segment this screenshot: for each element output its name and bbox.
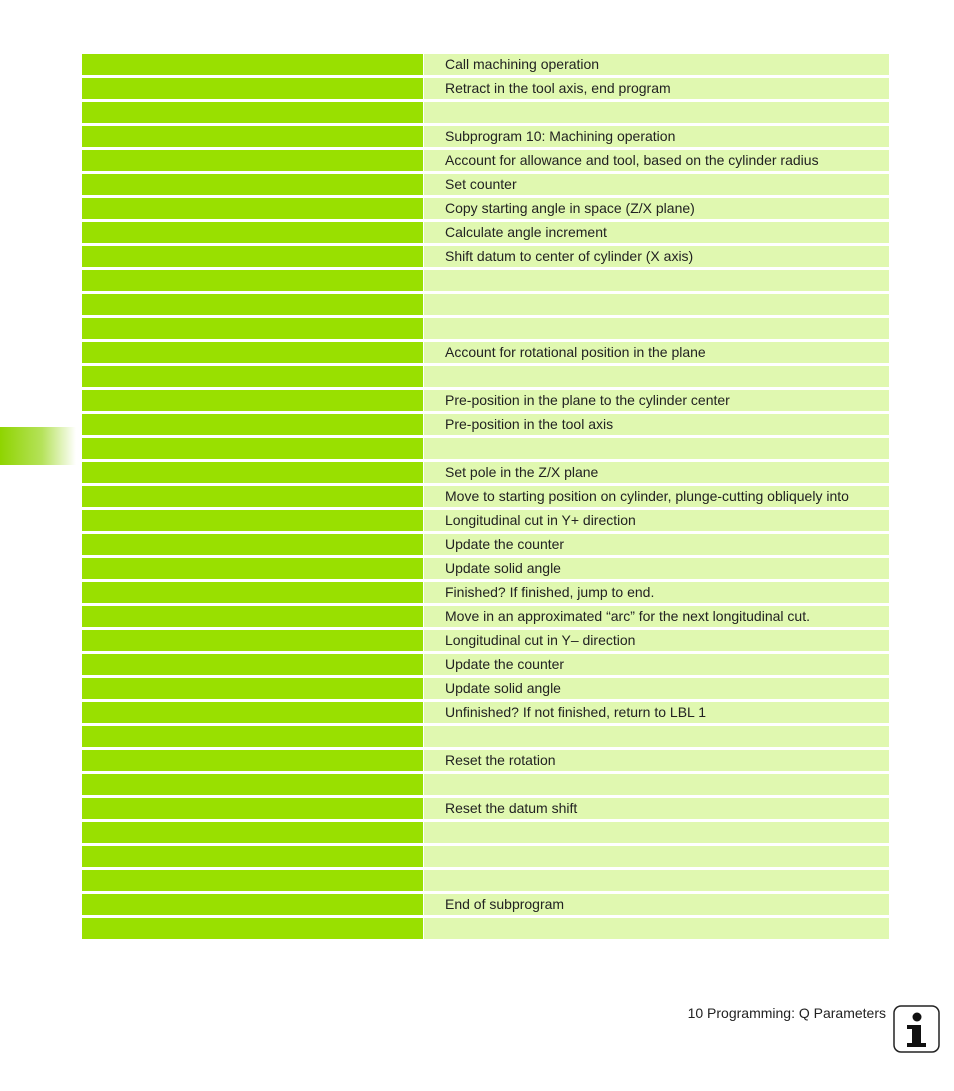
description-cell: Subprogram 10: Machining operation <box>424 126 889 147</box>
table-row <box>82 894 889 915</box>
description-cell <box>424 270 889 291</box>
info-icon <box>893 1005 940 1053</box>
table-row <box>82 270 889 291</box>
code-cell <box>82 246 423 267</box>
description-cell <box>424 318 889 339</box>
code-cell <box>82 558 423 579</box>
description-cell <box>424 822 889 843</box>
description-cell: Set pole in the Z/X plane <box>424 462 889 483</box>
table-row <box>82 318 889 339</box>
description-cell <box>424 294 889 315</box>
table-row <box>82 366 889 387</box>
description-cell: Longitudinal cut in Y+ direction <box>424 510 889 531</box>
code-cell <box>82 870 423 891</box>
code-cell <box>82 726 423 747</box>
code-cell <box>82 390 423 411</box>
description-cell: Update solid angle <box>424 678 889 699</box>
code-cell <box>82 78 423 99</box>
description-cell: Update solid angle <box>424 558 889 579</box>
code-cell <box>82 54 423 75</box>
description-cell: Retract in the tool axis, end program <box>424 78 889 99</box>
table-row <box>82 414 889 435</box>
table-row <box>82 222 889 243</box>
code-cell <box>82 582 423 603</box>
code-cell <box>82 702 423 723</box>
table-row <box>82 534 889 555</box>
table-row <box>82 78 889 99</box>
table-row <box>82 150 889 171</box>
description-cell <box>424 726 889 747</box>
code-cell <box>82 654 423 675</box>
code-cell <box>82 294 423 315</box>
code-cell <box>82 750 423 771</box>
table-row <box>82 102 889 123</box>
description-cell: Update the counter <box>424 654 889 675</box>
code-cell <box>82 198 423 219</box>
table-row <box>82 798 889 819</box>
table-row <box>82 582 889 603</box>
description-cell: Reset the datum shift <box>424 798 889 819</box>
code-cell <box>82 630 423 651</box>
table-row <box>82 726 889 747</box>
table-row <box>82 606 889 627</box>
description-cell: Copy starting angle in space (Z/X plane) <box>424 198 889 219</box>
description-cell: Account for rotational position in the plane <box>424 342 889 363</box>
code-cell <box>82 534 423 555</box>
description-cell <box>424 918 889 939</box>
description-cell <box>424 870 889 891</box>
code-cell <box>82 606 423 627</box>
code-cell <box>82 462 423 483</box>
description-cell <box>424 366 889 387</box>
code-cell <box>82 414 423 435</box>
code-cell <box>82 894 423 915</box>
code-cell <box>82 822 423 843</box>
code-cell <box>82 102 423 123</box>
table-row <box>82 54 889 75</box>
description-cell: Move to starting position on cylinder, plunge-cutting obliquely into <box>424 486 889 507</box>
table-row <box>82 630 889 651</box>
code-cell <box>82 174 423 195</box>
description-cell: Pre-position in the tool axis <box>424 414 889 435</box>
description-cell: Set counter <box>424 174 889 195</box>
description-cell: Unfinished? If not finished, return to LBL 1 <box>424 702 889 723</box>
code-cell <box>82 126 423 147</box>
table-row <box>82 702 889 723</box>
code-cell <box>82 918 423 939</box>
code-cell <box>82 342 423 363</box>
description-cell: Reset the rotation <box>424 750 889 771</box>
table-row <box>82 486 889 507</box>
table-row <box>82 678 889 699</box>
table-row <box>82 558 889 579</box>
description-cell: Longitudinal cut in Y– direction <box>424 630 889 651</box>
code-cell <box>82 150 423 171</box>
code-cell <box>82 846 423 867</box>
code-cell <box>82 270 423 291</box>
table-row <box>82 462 889 483</box>
code-cell <box>82 774 423 795</box>
table-row <box>82 438 889 459</box>
table-row <box>82 654 889 675</box>
description-cell: Pre-position in the plane to the cylinder center <box>424 390 889 411</box>
code-cell <box>82 510 423 531</box>
table-row <box>82 870 889 891</box>
chapter-side-tab <box>0 427 76 465</box>
code-cell <box>82 678 423 699</box>
table-row <box>82 246 889 267</box>
description-cell: Update the counter <box>424 534 889 555</box>
table-row <box>82 822 889 843</box>
table-row <box>82 174 889 195</box>
code-cell <box>82 486 423 507</box>
table-row <box>82 198 889 219</box>
description-cell: Move in an approximated “arc” for the next longitudinal cut. <box>424 606 889 627</box>
table-row <box>82 390 889 411</box>
description-cell: Account for allowance and tool, based on the cylinder radius <box>424 150 889 171</box>
description-cell: Shift datum to center of cylinder (X axis) <box>424 246 889 267</box>
description-cell <box>424 438 889 459</box>
description-cell <box>424 102 889 123</box>
description-cell <box>424 846 889 867</box>
code-cell <box>82 438 423 459</box>
description-cell: Calculate angle increment <box>424 222 889 243</box>
description-cell <box>424 774 889 795</box>
table-row <box>82 918 889 939</box>
description-cell: Finished? If finished, jump to end. <box>424 582 889 603</box>
code-cell <box>82 798 423 819</box>
description-cell: End of subprogram <box>424 894 889 915</box>
table-row <box>82 342 889 363</box>
program-table <box>82 54 889 942</box>
code-cell <box>82 222 423 243</box>
table-row <box>82 510 889 531</box>
chapter-title: 10 Programming: Q Parameters <box>687 1005 886 1021</box>
table-row <box>82 846 889 867</box>
description-cell: Call machining operation <box>424 54 889 75</box>
table-row <box>82 774 889 795</box>
table-row <box>82 750 889 771</box>
table-row <box>82 294 889 315</box>
code-cell <box>82 318 423 339</box>
table-row <box>82 126 889 147</box>
code-cell <box>82 366 423 387</box>
